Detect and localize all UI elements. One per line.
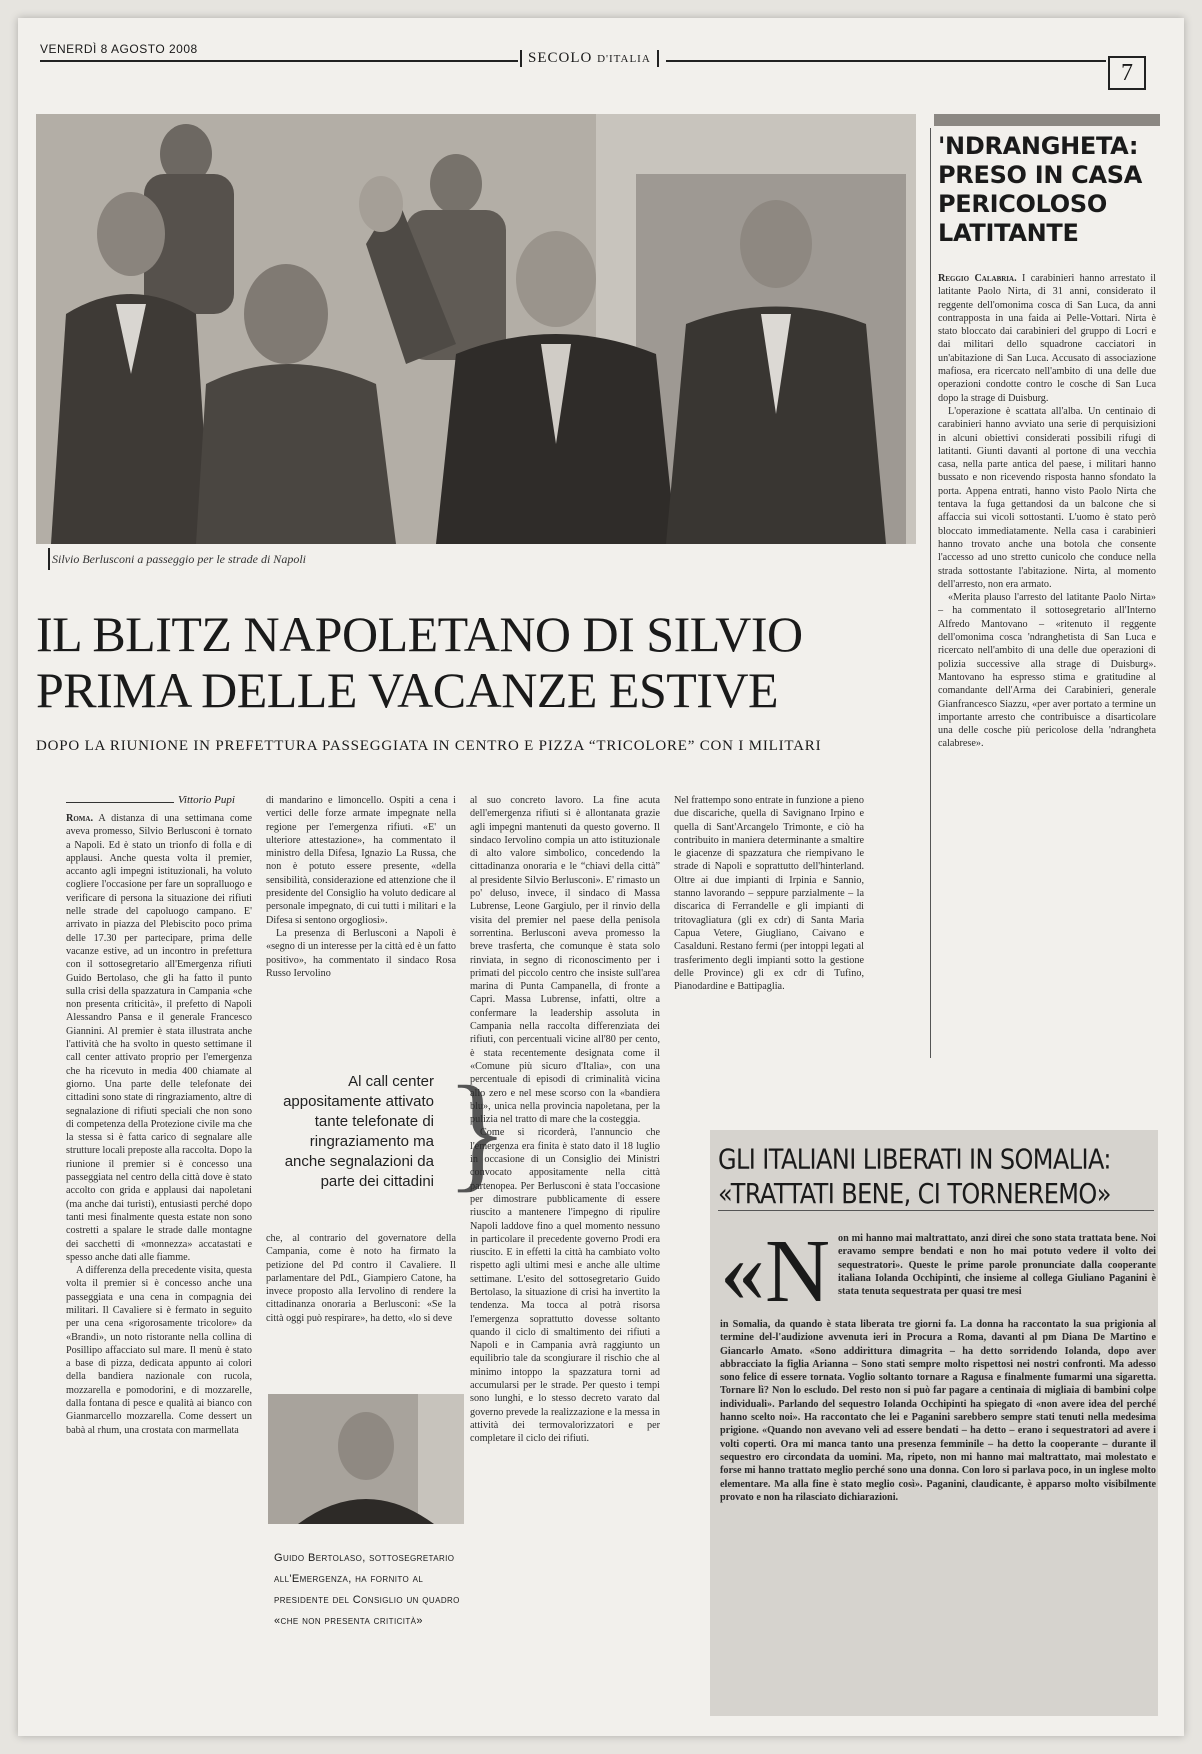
somalia-text-top — [838, 1232, 1156, 1318]
article-text-3: al suo concreto lavoro. La fine acuta dell'emergenza rifiuti si è allontanata grazie agli impegni mantenuti da questo governo. Il sindaco Iervolino compia un atto istituzionale di alto valore simbolico, concedendo la cittadinanza onoraria e le “chiavi della città” al presidente Silvio Berlusconi». E' rimasto un po' deluso, invece, il sindaco di Massa Lubrense, Leone Gargiulo, per il rinvio della visita del premier nel paese della penisola sorrentina. Berlusconi aveva promesso la breve trasferta, che comunque è stata solo rinviata, in segno di riconoscimento per i primati del piccolo centro che insiste sull'area marina di Punta Campanella, di fronte a Capri. Massa Lubrense, infatti, oltre a confermare la leadership assoluta in Campania nella raccolta differenziata dei rifiuti, con percentuali vicine all'80 per cento, è stata recentemente designata come il «Comune più sicuro d'Italia», con una percentuale di episodi di criminalità vicina allo zero e nel mese scorso con la «bandiera blu», unica nella provincia napoletana, per la pulizia nel tratto di mare che la costeggia. — [470, 795, 660, 1126]
sidebar-article — [938, 272, 1156, 1102]
article-text-2c: che, al contrario del governatore della Campania, come è noto ha firmato la petizione del Pd contro il Cavaliere. Il parlamentare del PdL, Giampiero Catone, ha invece proposto alla Iervolino di rendere la cittadinanza onoraria a Berlusconi: «Se la città oggi può respirare», ha detto, «lo si deve — [266, 1233, 456, 1324]
article-column-2-cont — [266, 1232, 456, 1380]
header-rule-left — [40, 60, 518, 62]
page-number: 7 — [1108, 56, 1146, 90]
article-column-4 — [674, 794, 864, 1106]
newspaper-name: SECOLO — [528, 50, 593, 66]
article-column-3 — [470, 794, 660, 1702]
photo-caption: Silvio Berlusconi a passeggio per le strade di Napoli — [52, 552, 306, 566]
sub-headline: DOPO LA RIUNIONE IN PREFETTURA PASSEGGIATA IN CENTRO E PIZZA “TRICOLORE” CON I MILITARI — [36, 738, 822, 754]
article-column-2 — [266, 794, 456, 1066]
bertolaso-caption: Guido Bertolaso, sottosegretario all'Emergenza, ha fornito al presidente del Consiglio un quadro «che non presenta criticità» — [274, 1552, 460, 1627]
somalia-headline — [718, 1142, 1158, 1211]
somalia-headline-1: GLI ITALIANI LIBERATI IN SOMALIA: — [718, 1143, 1111, 1176]
article-text-2b: La presenza di Berlusconi a Napoli è «segno di un interesse per la città ed è un fatto positivo», ha commentato il sindaco Rosa Russo Iervolino — [266, 927, 456, 979]
somalia-rule — [718, 1210, 1154, 1211]
newspaper-page — [18, 18, 1184, 1736]
main-headline — [36, 606, 936, 718]
sidebar-dateline: Reggio Calabria. — [938, 273, 1017, 284]
sidebar-text-3: «Merita plauso l'arresto del latitante Paolo Nirta» – ha commentato il sottosegretario all'Interno Alfredo Mantovano – «ritenuto il reggente dell'omonima cosca 'ndranghetista di San Luca e ricercato nell'ambito di una delle due operazioni di polizia successive alla strage di Duisburg». Mantovano ha espresso stima e gratitudine al comandante dell'Arma dei Carabinieri, generale Gianfrancesco Siazzu, «per aver portato a termine un importante arresto che contribuisce a disarticolare una delle cosche più pericolose della 'ndrangheta calabrese». — [938, 592, 1156, 750]
sidebar-text-2: L'operazione è scattata all'alba. Un centinaio di carabinieri hanno avviato una serie di perquisizioni in alcuni obiettivi considerati possibili rifugi di latitanti. Giunti davanti al portone di una vecchia casa, nella parte antica del paese, i militari hanno bussato e non ricevendo risposta hanno sfondato la porta. Appena entrati, hanno visto Paolo Nirta che tentava la fuga gettandosi da un balcone che si affaccia sui vicoli sottostanti. L'uomo è stato però bloccato immediatamente. Nella casa i carabinieri hanno trovato anche una botola che consente l'accesso ad uno stretto cunicolo che conduce nella strada sottostante l'abitazione. Nirta, al momento dell'arresto, non era armato. — [938, 405, 1156, 590]
sidebar-text-1: I carabinieri hanno arrestato il latitante Paolo Nirta, di 31 anni, considerato il reggente dell'omonima cosca di San Luca, da anni contrapposta in una faida ai Pelle-Vottari. Nirta è stato bloccato dai carabinieri del gruppo di Locri e dai militari dello squadrone cacciatori in un'abitazione di San Luca. Accusato di associazione mafiosa, era ricercato nell'ambito di una delle due operazioni condotte contro le cosche di San Luca dopo la strage di Duisburg. — [938, 273, 1156, 404]
newspaper-suffix: D'ITALIA — [597, 53, 651, 65]
newspaper-masthead — [520, 50, 659, 67]
article-text-1b: A differenza della precedente visita, questa volta il premier si è concesso anche una passeggiata e una cena in compagnia dei militari. Il Cavaliere si è fermato in seguito per una cena «rigorosamente tricolore» da «Brandi», un noto ristorante nella collina di Posillipo affacciato sul mare. Il menù è stato a base di pizza, dedicata appunto ai colori della bandiera nazionale con rucola, mozzarella e pomodorini, e di mozzarelle, dalla fontana di pesce e qualità ai bianco con Gianmarcello mozzarella. Come dessert un babà al rhum, una crostata con marmellata — [66, 1265, 252, 1436]
article-text-2: di mandarino e limoncello. Ospiti a cena i vertici delle forze armate impegnate nella regione per l'emergenza rifiuti. «E' un ulteriore attestazione», ha commentato il ministro della Difesa, Ignazio La Russa, che non è potuto essere presente, «della sensibilità, considerazione ed attenzione che il presidente del Consiglio ha voluto dedicare al personale impegnato, di cui tutti i militari e la Difesa si sentono orgogliosi». — [266, 795, 456, 926]
headline-line-1: IL BLITZ NAPOLETANO DI SILVIO — [36, 606, 803, 662]
issue-date: VENERDÌ 8 AGOSTO 2008 — [40, 42, 198, 56]
sidebar-top-rule — [934, 114, 1160, 126]
somalia-text-1: on mi hanno mai maltrattato, anzi direi che sono stata trattata bene. Noi eravamo sempre bendati e non ho mai potuto vedere il volto dei sequestratori». Queste le prime parole pronunciate dalla cooperante italiana Iolanda Occhipinti, che insieme al collega Giuliano Paganini è stata tenuta sequestrata per quasi tre mesi — [838, 1233, 1156, 1298]
photo-illustration — [36, 114, 916, 544]
pull-quote: Al call center appositamente attivato tante telefonate di ringraziamento ma anche segnalazioni da parte dei cittadini — [283, 1073, 434, 1190]
header-rule-right — [666, 60, 1106, 62]
headline-line-2: PRIMA DELLE VACANZE ESTIVE — [36, 662, 779, 718]
bertolaso-illustration — [268, 1394, 464, 1524]
quote-brace: } — [446, 1060, 509, 1204]
article-text-1: A distanza di una settimana come aveva promesso, Silvio Berlusconi è tornato a Napoli. Ed è stato un trionfo di folla e di applausi. Anche questa volta il premier, accanto agli impegni istituzionali, ha voluto cogliere l'occasione per fare un sopralluogo e verificare di persona la situazione dei rifiuti nelle strade del capoluogo campano. E' arrivato in piazza del Plebiscito poco prima delle 17.30 per partecipare, prima delle vacanze estive, ad un incontro in prefettura con il sottosegretario all'Emergenza rifiuti Guido Bertolaso, che gli ha fatto il punto sulla crisi della spazzatura in Campania «che non presenta criticità», il prefetto di Napoli Alessandro Pansa e il generale Francesco Giannini. Al premier è stata illustrata anche l'attività che ha svolto in questo settimane il call center attivato proprio per l'emergenza che ha ricevuto in media 400 chiamate al giorno. Una parte delle telefonate dei cittadini sono state di ringraziamento, altre di segnalazione di rifiuti speciali che non sono di competenza della Protezione civile ma che la stessa si è fatta carico di segnalare alle strutture locali preposte alla raccolta. Dopo la riunione il premier si è concesso una passeggiata nel centro della città dove è stato accolto con grida e applausi dai napoletani (ma anche dai turisti), entusiasti perché dopo tanti mesi finalmente questa estate non sono costretti a spalare le strade dalle montagne dei sacchetti di «monnezza» accatastati e spesso anche dati alle fiamme. — [66, 813, 252, 1263]
somalia-text-main — [720, 1318, 1156, 1708]
byline: Vittorio Pupi — [178, 794, 235, 806]
somalia-headline-2: «TRATTATI BENE, CI TORNEREMO» — [718, 1177, 1111, 1210]
sidebar-headline: 'NDRANGHETA: PRESO IN CASA PERICOLOSO LATITANTE — [938, 132, 1143, 247]
dateline: Roma. — [66, 813, 94, 824]
bertolaso-photo — [268, 1394, 464, 1524]
sidebar-left-rule — [930, 128, 931, 1058]
somalia-text-2: in Somalia, da quando è stata liberata tre giorni fa. La donna ha raccontato la sua prigionia al termine del-l'audizione avvenuta ieri in Procura a Roma, davanti al pm Diana De Martino e Giancarlo Amato. «Sono addirittura dimagrita – ha detto sorridendo Iolanda, dopo aver abbracciato la figlia Arianna – Sono stati sempre molto rispettosi nei nostri confronti. Ma adesso sono felice di essere tornata. Voglio soltanto tornare a Ragusa e finalmente fumarmi una sigaretta. Tornare lì? Non lo escludo. Del resto non si può far pagare a centinaia di migliaia di bambini colpe individuali». Parlando del sequestro Iolanda Occhipinti ha spiegato di «non avere idea del perché hanno scelto noi». Ha raccontato che lei e Paganini sarebbero sempre stati tenuti nella medesima prigione. «Quando non avevano veli ad essere bendati – ha detto – erano i sequestratori ad avere i volti coperti. Ora mi manca tanto una presenza femminile – ha detto la cooperante – durante il sequestro ero circondata da uomini. Ma, ripeto, non mi hanno mai maltrattato, mai molestato e forse mi hanno trattato meglio perché sono una donna. Con loro si parlava poco, in un inglese molto elementare. Ma alla fine è stato meglio così». Paganini, claudicante, è apparso molto visibilmente provato e non ha rilasciato dichiarazioni. — [720, 1319, 1156, 1503]
article-column-1 — [66, 812, 252, 1702]
byline-rule — [66, 802, 174, 803]
caption-bar — [48, 548, 50, 570]
article-text-4: Nel frattempo sono entrate in funzione a pieno due discariche, quella di Savignano Irpino e quella di Sant'Arcangelo Trimonte, e ciò ha contribuito in maniera determinante a smaltire le giacenze di spazzatura che riempivano le strade di Napoli e soprattutto dell'hinterland. Oltre ai due impianti di Irpinia e Sannio, stanno lavorando – seppure parzialmente – la discarica di Ferrandelle e gli impianti di tritovagliatura (gli ex cdr) di Santa Maria Capua Vetere, Giugliano, Caivano e Casalduni. Restano fermi (per intoppi legati al trasferimento degli impianti sotto la gestione delle Province) gli ex cdr di Tufino, Pianodardine e Battipaglia. — [674, 795, 864, 993]
berlusconi-photo — [36, 114, 916, 544]
article-text-3b: Come si ricorderà, l'annuncio che l'emergenza era finita è stato dato il 18 luglio in occasione di un Consiglio dei Ministri convocato appositamente nella città partenopea. Per Berlusconi è stata l'occasione per dimostrare pubblicamente di essere riuscito a mantenere l'impegno di ripulire Napoli laddove fino a quel momento nessuno in particolare il precedente governo Prodi era riuscito. E in effetti la città ha cambiato volto rispetto agli ultimi mesi e anche alle ultime settimane. L'esito del sottosegretario Guido Bertolaso, la situazione di crisi ha invertito la tendenza. Ma tocca al potrà risorsa l'emergenza soprattutto dovesse soltanto quando il ciclo di smaltimento dei rifiuti a Napoli e in Campania avrà raggiunto un equilibrio tale da scongiurare il rischio che al minimo intoppo la spazzatura torni ad accumularsi per le strade. Per questo i tempi sono lunghi, e lo stesso decreto varato dal governo prevede la realizzazione e la messa in attività dei termovalorizzatori e per completare il ciclo dei rifiuti. — [470, 1127, 660, 1445]
somalia-dropcap: «N — [720, 1222, 830, 1321]
